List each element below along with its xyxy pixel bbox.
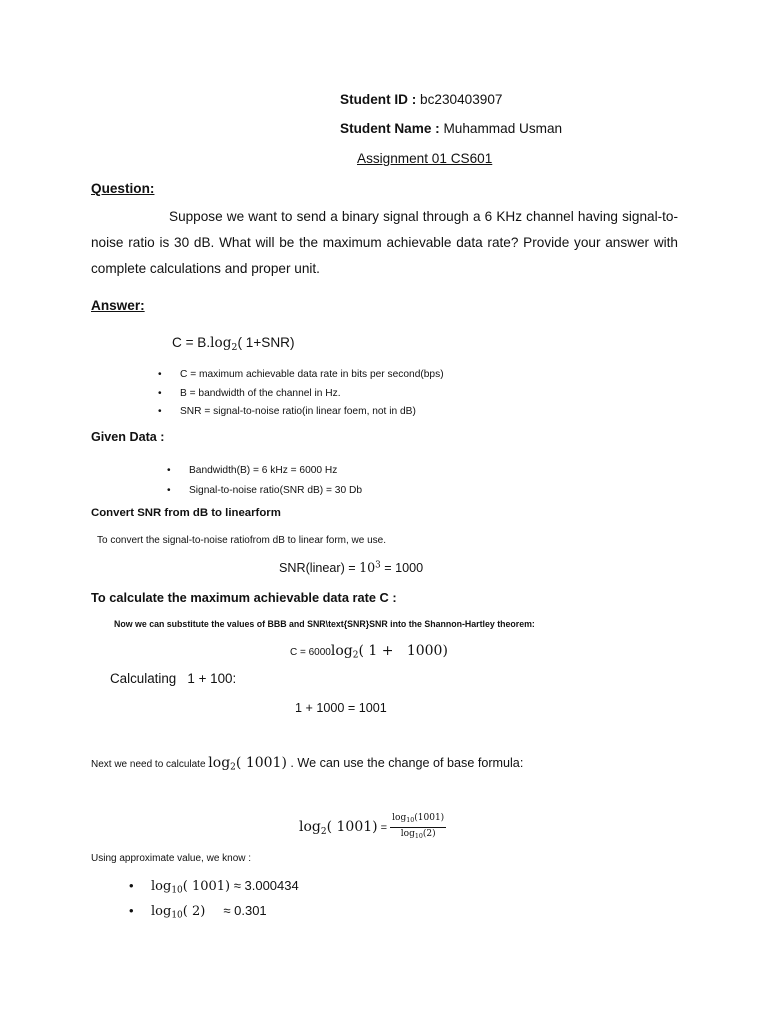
convert-intro: To convert the signal-to-noise ratiofrom dB to linear form, we use. <box>97 535 387 546</box>
approx-value: 0.301 <box>234 902 267 918</box>
cob-num-arg: (1001) <box>414 813 445 823</box>
formula-right: ( 1+SNR) <box>237 335 295 350</box>
snr-eq-left: SNR(linear) = <box>279 561 360 575</box>
assignment-title: Assignment 01 CS601 <box>357 151 493 166</box>
list-item <box>158 403 444 422</box>
definition-text: B = bandwidth of the channel in Hz. <box>180 387 341 399</box>
definition-text: SNR = signal-to-noise ratio(in linear foem, not in dB) <box>180 406 416 417</box>
list-item <box>167 461 362 481</box>
c-eq-log: log <box>330 643 353 659</box>
cob-fraction <box>390 812 446 843</box>
approx-log-base: 10 <box>171 910 183 921</box>
shannon-formula <box>172 335 294 353</box>
definition-text: C = maximum achievable data rate in bits per second(bps) <box>180 369 444 380</box>
approx-symbol: ≈ <box>230 878 245 893</box>
list-item <box>129 876 299 901</box>
bullet-icon: • <box>158 369 162 380</box>
next-log: log <box>208 755 231 771</box>
bullet-icon: • <box>129 902 134 918</box>
c-eq-log-base: 2 <box>352 650 359 661</box>
formula-left: C = B. <box>172 335 211 350</box>
next-log-base: 2 <box>230 762 236 773</box>
calculating-label: Calculating 1 + 100: <box>110 671 237 686</box>
sum-equation: 1 + 1000 = 1001 <box>295 701 387 715</box>
bullet-icon: • <box>129 878 134 893</box>
question-text: Suppose we want to send a binary signal through a 6 KHz channel having signal-to-noise ratio is 30 dB. What will be the maximum achievable data rate? Provide your answer with complete calculations and proper unit. <box>91 209 678 276</box>
list-item <box>129 901 299 926</box>
c-eq-rest: ( 1 + 1000) <box>358 643 448 659</box>
next-step-text: Next we need to calculate <box>91 759 209 770</box>
convert-heading: Convert SNR from dB to linearform <box>91 507 281 519</box>
change-of-base-formula <box>299 812 446 843</box>
next-log-arg: ( 1001) <box>235 755 287 771</box>
cob-log: log <box>299 819 321 836</box>
approx-list <box>129 876 299 925</box>
list-item <box>158 366 444 385</box>
cob-denominator <box>401 828 436 843</box>
approx-intro: Using approximate value, we know : <box>91 853 252 864</box>
formula-log: log <box>210 335 232 351</box>
cob-den-log: log <box>400 828 415 839</box>
student-id-line <box>340 92 502 107</box>
c-equation <box>290 643 448 661</box>
bullet-icon: • <box>167 465 171 476</box>
snr-eq-base: 10 <box>359 560 376 575</box>
snr-eq-right: = 1000 <box>380 561 424 575</box>
question-heading: Question: <box>91 181 155 196</box>
approx-value: 3.000434 <box>244 878 299 893</box>
bullet-icon: • <box>158 406 162 417</box>
calc-heading: To calculate the maximum achievable data rate C : <box>91 590 397 605</box>
formula-log-base: 2 <box>231 341 238 353</box>
approx-log: log <box>151 903 172 919</box>
student-name-label: Student Name : <box>340 121 440 136</box>
snr-linear-equation <box>279 560 423 575</box>
approx-log: log <box>151 879 172 894</box>
student-id-value: bc230403907 <box>416 92 503 107</box>
student-name-value: Muhammad Usman <box>439 121 563 136</box>
next-step-rest: . We can use the change of base formula: <box>286 756 524 770</box>
cob-num-base: 10 <box>406 816 415 824</box>
list-item <box>158 385 444 404</box>
answer-heading: Answer: <box>91 298 145 313</box>
given-item-text: Signal-to-noise ratio(SNR dB) = 30 Db <box>189 484 362 496</box>
snr-eq-exponent: 3 <box>375 560 381 571</box>
cob-num-log: log <box>392 813 407 823</box>
approx-log-base: 10 <box>171 885 183 896</box>
list-item <box>167 481 362 501</box>
given-heading: Given Data : <box>91 430 165 444</box>
given-list <box>167 461 362 500</box>
definitions-list <box>158 366 444 422</box>
given-item-text: Bandwidth(B) = 6 kHz = 6000 Hz <box>189 465 338 476</box>
c-eq-prefix: C = 6000 <box>290 647 331 658</box>
cob-den-arg: (2) <box>422 828 436 839</box>
cob-log-base: 2 <box>320 826 327 837</box>
approx-arg: ( 1001) <box>182 879 231 894</box>
next-step-line <box>91 755 523 773</box>
substitute-text: Now we can substitute the values of BBB and SNR\text{SNR}SNR into the Shannon-Hartley theorem: <box>114 619 535 629</box>
student-name-line <box>340 121 562 136</box>
cob-arg: ( 1001) <box>326 819 378 836</box>
approx-arg: ( 2) <box>182 903 206 919</box>
student-id-label: Student ID : <box>340 92 417 107</box>
cob-equals: = <box>377 822 391 835</box>
bullet-icon: • <box>167 484 171 496</box>
cob-numerator <box>390 812 446 828</box>
approx-symbol: ≈ <box>205 902 235 918</box>
bullet-icon: • <box>158 387 162 399</box>
cob-den-base: 10 <box>414 832 423 840</box>
